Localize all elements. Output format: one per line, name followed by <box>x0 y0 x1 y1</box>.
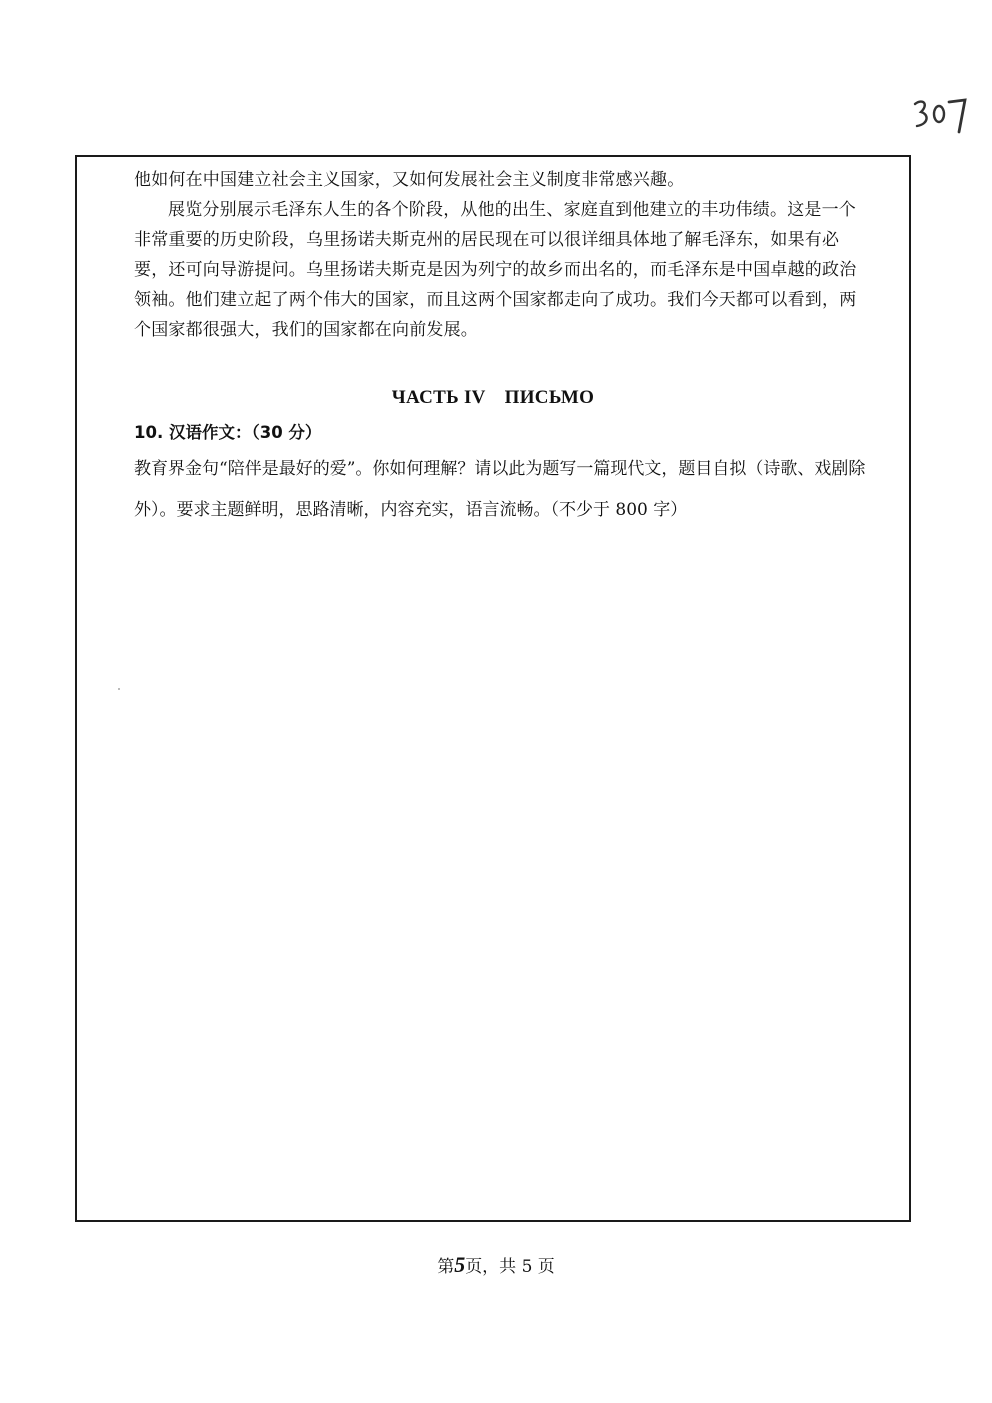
continued-passage <box>134 165 864 345</box>
question-prompt-text: 教育界金句“陪伴是最好的爱”。你如何理解？请以此为题写一篇现代文，题目自拟（诗歌、戏剧除外）。要求主题鲜明，思路清晰，内容充实，语言流畅。（不少于 800 字） <box>134 459 866 520</box>
handwritten-page-mark <box>905 92 975 142</box>
question-prompt <box>134 449 869 531</box>
passage-paragraph: 展览分别展示毛泽东人生的各个阶段，从他的出生、家庭直到他建立的丰功伟绩。这是一个非常重要的历史阶段，乌里扬诺夫斯克州的居民现在可以很详细具体地了解毛泽东，如果有必要，还可向导游提问。乌里扬诺夫斯克是因为列宁的故乡而出名的，而毛泽东是中国卓越的政治领袖。他们建立起了两个伟大的国家，而且这两个国家都走向了成功。我们今天都可以看到，两个国家都很强大，我们的国家都在向前发展。 <box>134 200 857 340</box>
footer-suffix: 页，共 5 页 <box>465 1257 555 1277</box>
footer-page-number: 5 <box>454 1252 466 1277</box>
answer-frame <box>75 155 911 1222</box>
page-footer <box>0 1252 992 1278</box>
section-heading: ЧАСТЬ IV ПИСЬМО <box>391 387 595 408</box>
passage-line-continued: 他如何在中国建立社会主义国家，又如何发展社会主义制度非常感兴趣。 <box>134 170 685 190</box>
question-title: 10. 汉语作文：（30 分） <box>134 423 322 442</box>
footer-prefix: 第 <box>437 1257 455 1277</box>
